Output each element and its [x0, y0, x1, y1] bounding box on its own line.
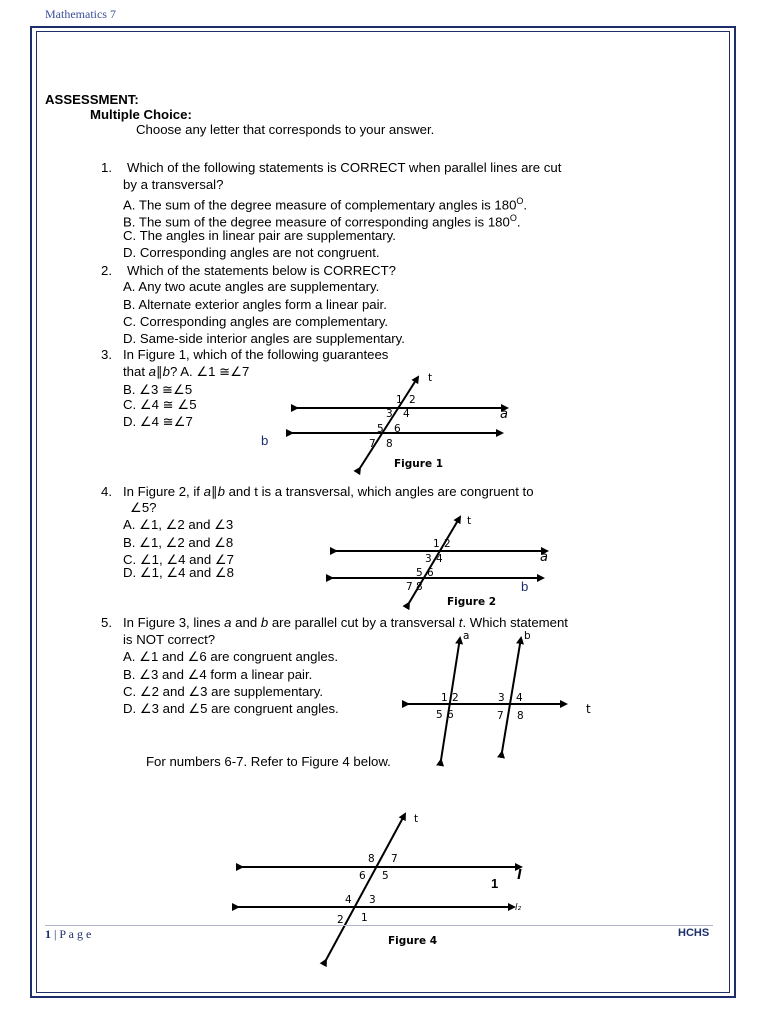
- fig2-angle-7: 7: [406, 581, 413, 593]
- fig1-angle-2: 2: [409, 394, 416, 406]
- q4-stem-line1: In Figure 2, if a∥b and t is a transversal, which angles are congruent to: [123, 484, 534, 499]
- q5-stem-line1: In Figure 3, lines a and b are parallel cut by a transversal t. Which statement: [123, 615, 568, 630]
- fig4-angle-7: 7: [391, 853, 398, 865]
- fig4-angle-6: 6: [359, 870, 366, 882]
- footer-school: HCHS: [678, 927, 710, 939]
- q2-stem: Which of the statements below is CORRECT?: [127, 263, 396, 278]
- fig1-angle-7: 7: [369, 438, 376, 450]
- footer-page-number: 1: [45, 927, 51, 941]
- fig3-label-a: a: [463, 630, 470, 642]
- fig3-angle-2: 2: [452, 692, 459, 704]
- fig3-angle-1: 1: [441, 692, 448, 704]
- fig2-angle-2: 2: [444, 538, 451, 550]
- fig4-mark-1: 1: [491, 876, 499, 891]
- q2-option-d: D. Same-side interior angles are supplementary.: [123, 331, 405, 346]
- figure-4-note: For numbers 6-7. Refer to Figure 4 below.: [146, 754, 391, 769]
- fig1-angle-8: 8: [386, 438, 393, 450]
- q3-stem-line2: that a∥b? A. ∠1 ≅∠7: [123, 364, 250, 379]
- fig1-angle-4: 4: [403, 408, 410, 420]
- q3-option-d: D. ∠4 ≅∠7: [123, 414, 193, 429]
- q4-option-d: D. ∠1, ∠4 and ∠8: [123, 565, 234, 580]
- q2-option-a: A. Any two acute angles are supplementary.: [123, 279, 380, 294]
- fig1-label-t: t: [428, 372, 433, 384]
- fig1-label-a: a: [500, 407, 508, 422]
- fig2-angle-1: 1: [433, 538, 440, 550]
- fig2-angle-3: 3: [425, 553, 432, 565]
- fig4-caption: Figure 4: [388, 935, 438, 947]
- q2-option-b: B. Alternate exterior angles form a linear pair.: [123, 297, 387, 312]
- fig2-label-t: t: [467, 515, 472, 527]
- fig2-label-a: a: [540, 550, 548, 565]
- fig4-angle-2: 2: [337, 914, 344, 926]
- fig2-angle-4: 4: [436, 553, 443, 565]
- q1-stem-line1: Which of the following statements is CORRECT when parallel lines are cut: [127, 160, 562, 175]
- q4-option-a: A. ∠1, ∠2 and ∠3: [123, 517, 234, 532]
- q5-option-b: B. ∠3 and ∠4 form a linear pair.: [123, 667, 313, 682]
- q3-number: 3.: [101, 347, 112, 362]
- fig1-angle-5: 5: [377, 423, 384, 435]
- fig3-angle-3: 3: [498, 692, 505, 704]
- fig3-angle-4: 4: [516, 692, 523, 704]
- q1-option-a: A. The sum of the degree measure of complementary angles is $180^O$.: [123, 196, 528, 213]
- q5-option-a: A. ∠1 and ∠6 are congruent angles.: [123, 649, 338, 664]
- fig4-angle-1: 1: [361, 912, 368, 924]
- fig1-label-b: b: [261, 433, 269, 448]
- fig1-angle-3: 3: [386, 408, 393, 420]
- fig2-angle-8: 8: [416, 581, 423, 593]
- fig2-caption: Figure 2: [447, 596, 497, 608]
- fig3-label-t: t: [586, 702, 591, 716]
- fig3-angle-5: 5: [436, 709, 443, 721]
- q4-option-b: B. ∠1, ∠2 and ∠8: [123, 535, 234, 550]
- fig4-label-t: t: [414, 813, 419, 825]
- q5-option-c: C. ∠2 and ∠3 are supplementary.: [123, 684, 324, 699]
- fig1-angle-6: 6: [394, 423, 401, 435]
- fig3-angle-7: 7: [497, 710, 504, 722]
- fig1-angle-1: 1: [396, 394, 403, 406]
- fig4-angle-8: 8: [368, 853, 375, 865]
- fig4-angle-3: 3: [369, 894, 376, 906]
- q4-option-c: C. ∠1, ∠4 and ∠7: [123, 552, 234, 567]
- fig4-angle-5: 5: [382, 870, 389, 882]
- q5-stem-line2: is NOT correct?: [123, 632, 216, 647]
- assessment-title: ASSESSMENT:: [45, 92, 139, 107]
- fig2-label-b: b: [521, 579, 529, 594]
- q4-number: 4.: [101, 484, 112, 499]
- q3-option-b: B. ∠3 ≅∠5: [123, 382, 193, 397]
- fig4-label-l1: l: [517, 868, 522, 883]
- fig3-angle-8: 8: [517, 710, 524, 722]
- fig3-label-b: b: [524, 630, 531, 642]
- header-subject: Mathematics 7: [45, 7, 116, 21]
- q1-number: 1.: [101, 160, 112, 175]
- assessment-instruction: Choose any letter that corresponds to your answer.: [136, 122, 435, 137]
- footer-page: [45, 927, 91, 942]
- fig2-angle-5: 5: [416, 567, 423, 579]
- fig2-angle-6: 6: [427, 567, 434, 579]
- q1-stem-line2: by a transversal?: [123, 177, 224, 192]
- q3-stem-line1: In Figure 1, which of the following guarantees: [123, 347, 389, 362]
- q1-option-c: C. The angles in linear pair are supplementary.: [123, 228, 396, 243]
- fig4-angle-4: 4: [345, 894, 352, 906]
- q2-option-c: C. Corresponding angles are complementary.: [123, 314, 389, 329]
- q3-option-c: C. ∠4 ≅ ∠5: [123, 397, 197, 412]
- q5-option-d: D. ∠3 and ∠5 are congruent angles.: [123, 701, 339, 716]
- fig4-label-l2: l₂: [515, 903, 522, 913]
- q1-option-b: B. The sum of the degree measure of corresponding angles is $180^O$.: [123, 213, 521, 230]
- q4-stem-line2: ∠5?: [130, 500, 157, 515]
- q1-option-d: D. Corresponding angles are not congruent.: [123, 245, 380, 260]
- assessment-subtitle: Multiple Choice:: [90, 107, 192, 122]
- q5-number: 5.: [101, 615, 112, 630]
- footer-divider: [45, 925, 713, 926]
- q2-number: 2.: [101, 263, 112, 278]
- fig3-angle-6: 6: [447, 709, 454, 721]
- footer-page-label: | P a g e: [54, 927, 92, 941]
- fig1-caption: Figure 1: [394, 458, 444, 470]
